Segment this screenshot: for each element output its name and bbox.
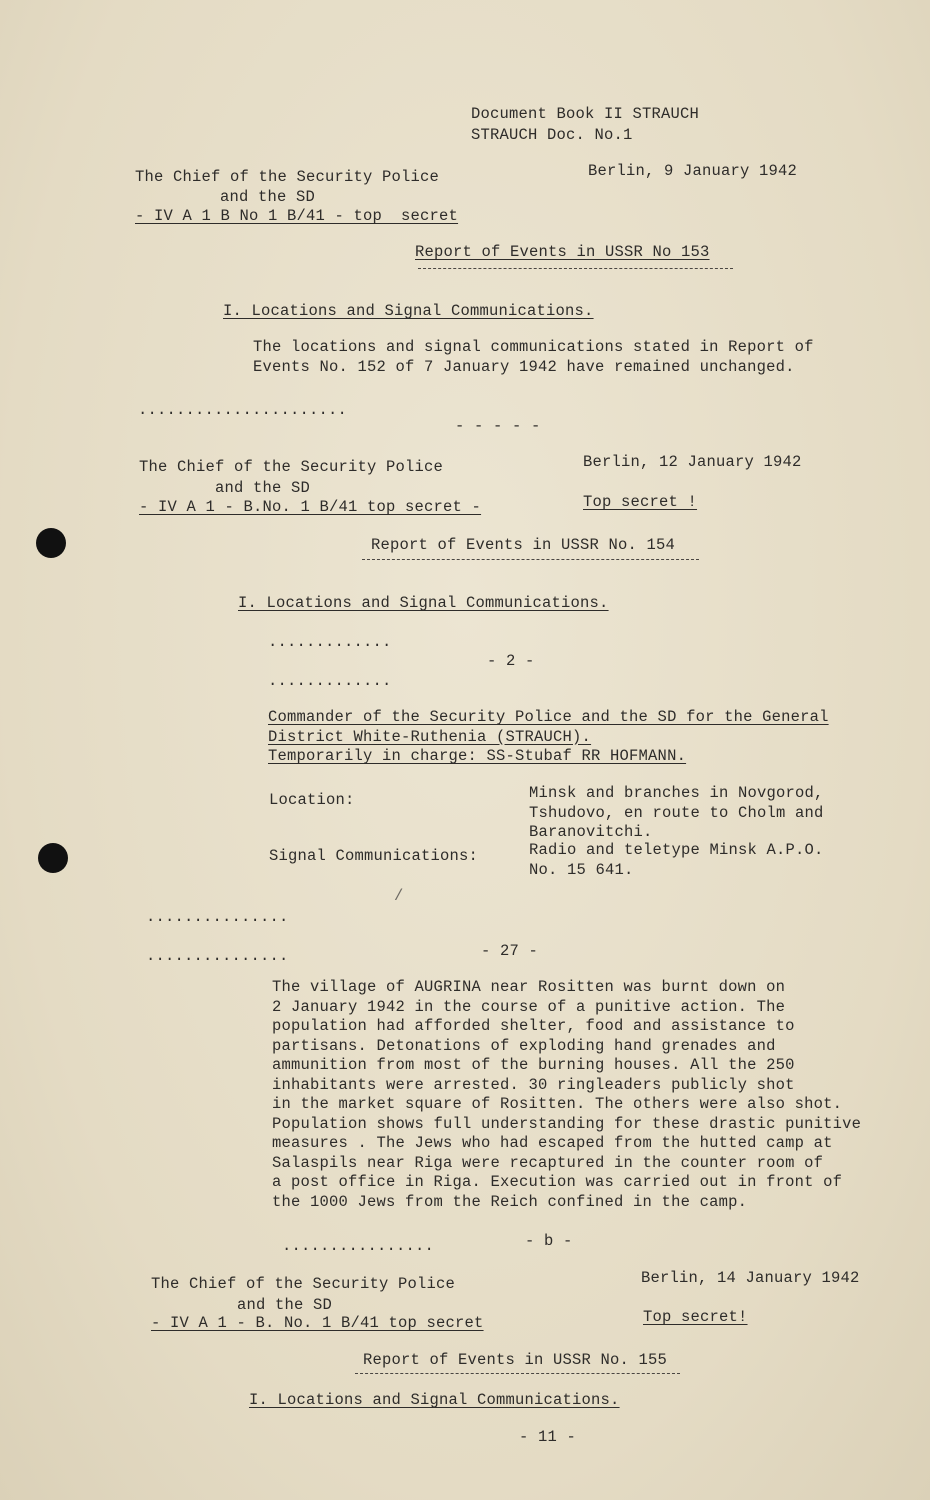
r154-body-line: measures . The Jews who had escaped from the hutted camp at — [272, 1134, 833, 1152]
doc-number-label: STRAUCH Doc. No.1 — [471, 126, 633, 144]
r154-from-line1: The Chief of the Security Police — [139, 458, 444, 476]
r154-page-marker: - 2 - — [487, 652, 535, 670]
r154-body-line: the 1000 Jews from the Reich confined in the camp. — [272, 1192, 748, 1211]
r154-body-line: population had afforded shelter, food and assistance to — [272, 1017, 795, 1035]
r154-dots-3: ............... — [146, 908, 289, 926]
punch-hole-top — [36, 528, 66, 558]
r155-section-heading: I. Locations and Signal Communications. — [249, 1391, 620, 1409]
r154-body-text — [272, 978, 861, 1212]
r154-dots-1: ............. — [268, 633, 392, 651]
r154-section-heading: I. Locations and Signal Communications. — [238, 594, 609, 612]
r154-reference: - IV A 1 - B.No. 1 B/41 top secret - — [139, 498, 482, 516]
r154-page-marker-2: - 27 - — [481, 942, 539, 960]
r154-location-value — [529, 784, 824, 843]
r154-body-line: ammunition from most of the burning houses. All the 250 — [272, 1056, 795, 1074]
r155-title-rule — [355, 1373, 680, 1374]
r154-location-line: Minsk and branches in Novgorod, — [529, 784, 824, 802]
r154-commander-block — [268, 708, 829, 767]
r154-body-line: Population shows full understanding for these drastic punitive — [272, 1114, 862, 1133]
r155-from-line1: The Chief of the Security Police — [151, 1275, 456, 1293]
r153-text-line: Events No. 152 of 7 January 1942 have remained unchanged. — [253, 357, 795, 376]
r153-title: Report of Events in USSR No 153 — [415, 243, 710, 261]
section-separator: - - - - - — [455, 417, 541, 435]
r154-body-line: a post office in Riga. Execution was carried out in front of — [272, 1173, 843, 1191]
r153-title-rule — [418, 268, 733, 269]
r154-location-line: Tshudovo, en route to Cholm and — [529, 803, 824, 822]
page-number: - 11 - — [519, 1428, 577, 1446]
r155-classification: Top secret! — [643, 1308, 748, 1326]
r154-title-rule — [362, 559, 699, 560]
r154-commander-line: Commander of the Security Police and the SD for the General — [268, 708, 829, 726]
r155-date: Berlin, 14 January 1942 — [641, 1269, 860, 1287]
r153-section-heading: I. Locations and Signal Communications. — [223, 302, 594, 320]
r154-body-line: 2 January 1942 in the course of a punitive action. The — [272, 997, 786, 1016]
r154-date: Berlin, 12 January 1942 — [583, 453, 802, 471]
r155-title: Report of Events in USSR No. 155 — [363, 1351, 668, 1369]
r154-location-line: Baranovitchi. — [529, 823, 653, 841]
r153-from-line1: The Chief of the Security Police — [135, 168, 440, 186]
r154-signal-line: Radio and teletype Minsk A.P.O. — [529, 841, 824, 859]
r154-dots-2: ............. — [268, 672, 392, 690]
r154-page-marker-3: - b - — [525, 1232, 573, 1250]
r153-date: Berlin, 9 January 1942 — [588, 162, 798, 180]
r154-location-label: Location: — [269, 791, 355, 809]
r154-dots-5: ................ — [282, 1237, 435, 1255]
r154-body-line: The village of AUGRINA near Rositten was burnt down on — [272, 978, 786, 996]
r153-text — [253, 338, 814, 377]
r154-signal-label: Signal Communications: — [269, 847, 479, 865]
punch-hole-bottom — [38, 843, 68, 873]
r154-signal-line: No. 15 641. — [529, 860, 634, 879]
r154-dots-4: ............... — [146, 947, 289, 965]
r153-reference: - IV A 1 B No 1 B/41 - top secret — [135, 207, 459, 225]
r153-from-line2: and the SD — [220, 188, 316, 206]
r154-body-line: inhabitants were arrested. 30 ringleaders publicly shot — [272, 1075, 795, 1094]
r153-dots: ...................... — [138, 401, 348, 419]
r154-slash-mark: / — [394, 887, 404, 905]
r154-signal-value — [529, 841, 824, 880]
r155-reference: - IV A 1 - B. No. 1 B/41 top secret — [151, 1314, 484, 1332]
r154-classification: Top secret ! — [583, 493, 698, 511]
r154-commander-line: Temporarily in charge: SS-Stubaf RR HOFMANN. — [268, 747, 687, 765]
r154-body-line: partisans. Detonations of exploding hand grenades and — [272, 1036, 776, 1055]
doc-book-label: Document Book II STRAUCH — [471, 105, 700, 123]
r153-text-line: The locations and signal communications stated in Report of — [253, 338, 814, 356]
r154-from-line2: and the SD — [215, 479, 311, 497]
r154-body-line: Salaspils near Riga were recaptured in the counter room of — [272, 1153, 824, 1172]
r154-commander-line: District White-Ruthenia (STRAUCH). — [268, 727, 592, 746]
r154-title: Report of Events in USSR No. 154 — [371, 536, 676, 554]
r154-body-line: in the market square of Rositten. The others were also shot. — [272, 1095, 843, 1113]
r155-from-line2: and the SD — [237, 1296, 333, 1314]
